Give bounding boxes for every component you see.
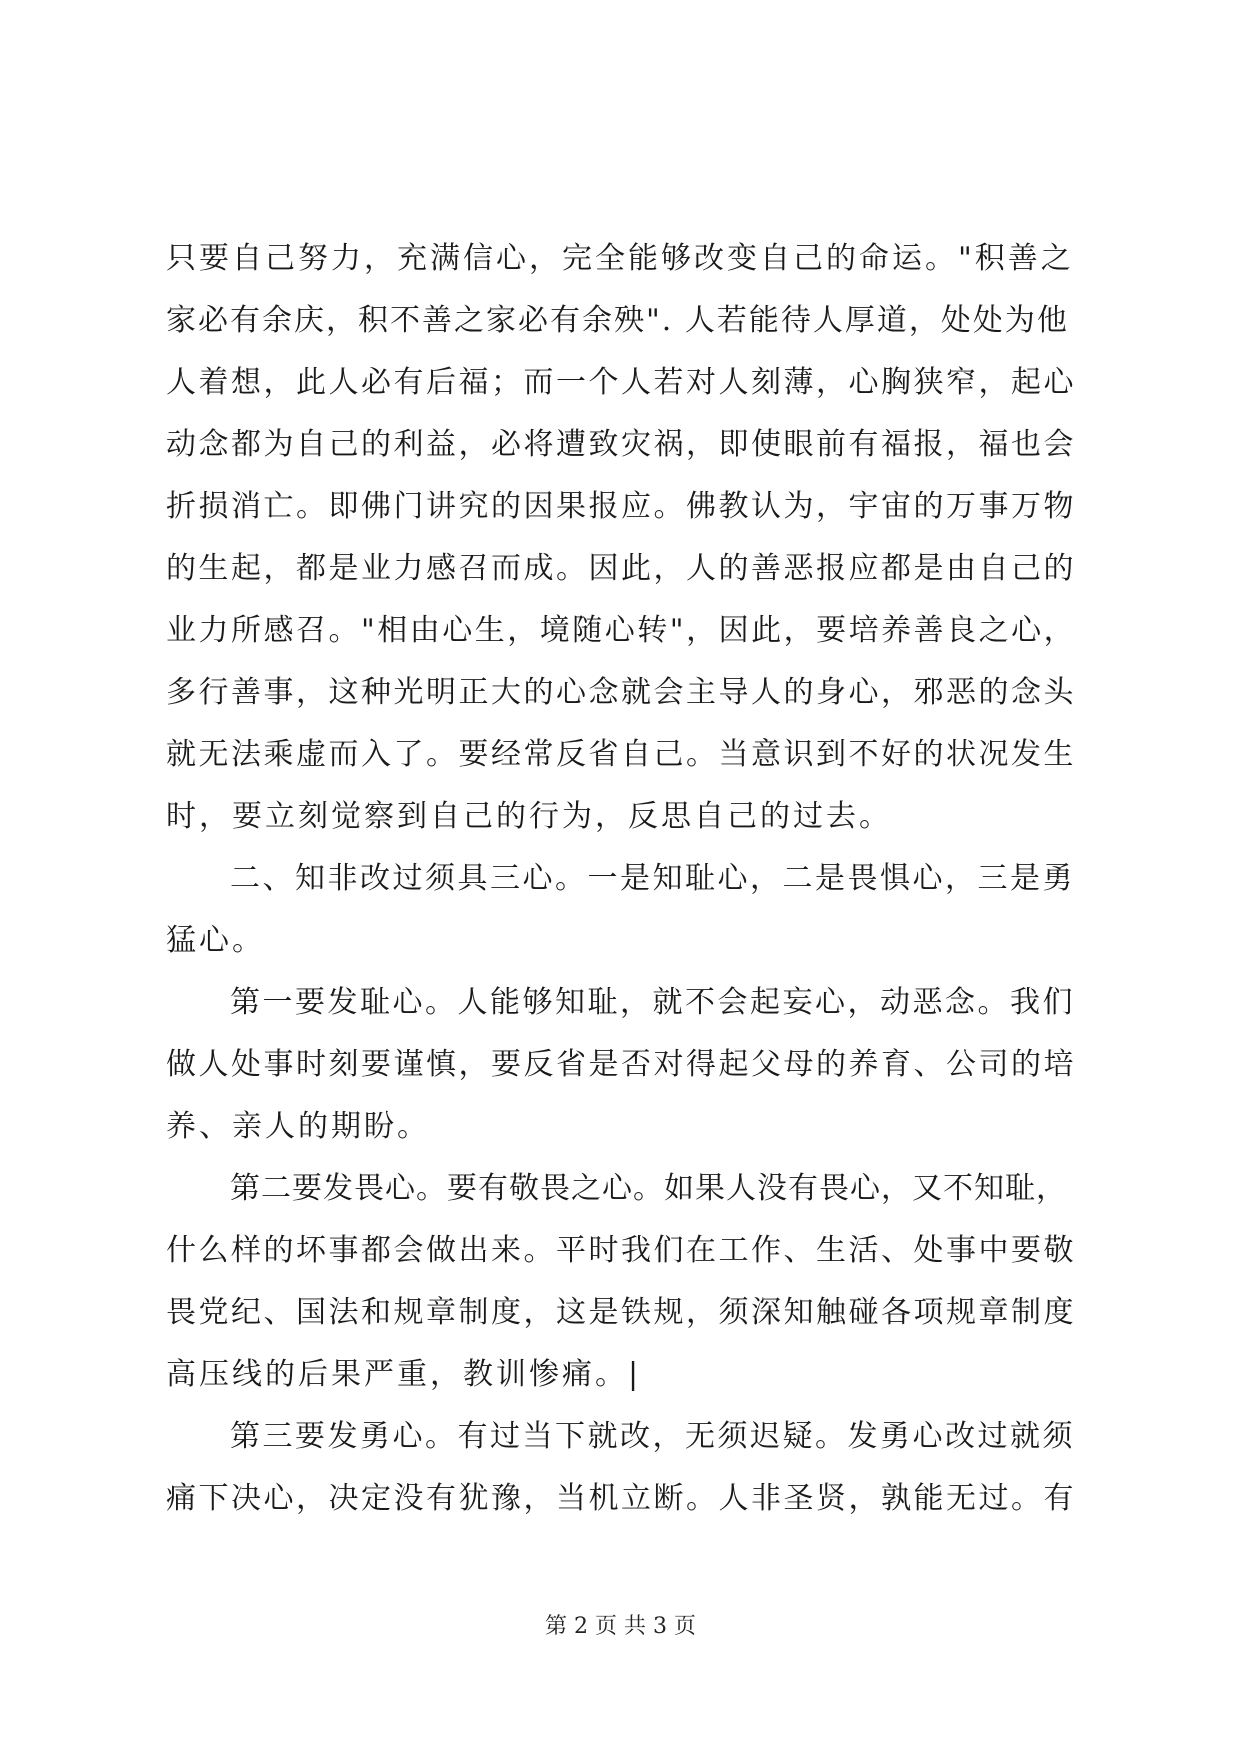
text-line: 猛心。 (166, 923, 265, 958)
text-line: 折损消亡。即佛门讲究的因果报应。佛教认为，宇宙的万事万物 (166, 489, 1076, 524)
text-line: 痛下决心，决定没有犹豫，当机立断。人非圣贤，孰能无过。有 (166, 1481, 1076, 1516)
text-line: 人着想，此人必有后福；而一个人若对人刻薄，心胸狭窄，起心 (166, 365, 1076, 400)
text-line: 就无法乘虚而入了。要经常反省自己。当意识到不好的状况发生 (166, 737, 1076, 772)
text-line: 高压线的后果严重，教训惨痛。| (166, 1357, 642, 1392)
text-line: 做人处事时刻要谨慎，要反省是否对得起父母的养育、公司的培 (166, 1047, 1076, 1082)
body-text (166, 228, 1078, 1530)
text-line: 什么样的坏事都会做出来。平时我们在工作、生活、处事中要敬 (166, 1233, 1076, 1268)
text-line: 的生起，都是业力感召而成。因此，人的善恶报应都是由自己的 (166, 551, 1076, 586)
paragraph-heading: 二、知非改过须具三心。一是知耻心，二是畏惧心，三是勇 (230, 861, 1075, 896)
text-line: 家必有余庆，积不善之家必有余殃". 人若能待人厚道，处处为他 (166, 303, 1069, 338)
text-line: 时，要立刻觉察到自己的行为，反思自己的过去。 (166, 799, 892, 834)
paragraph-first-line: 第三要发勇心。有过当下就改，无须迟疑。发勇心改过就须 (230, 1419, 1075, 1454)
paragraph-first-line: 第一要发耻心。人能够知耻，就不会起妄心，动恶念。我们 (230, 985, 1075, 1020)
page-number-footer: 第 2 页 共 3 页 (545, 1614, 696, 1639)
text-line: 多行善事，这种光明正大的心念就会主导人的身心，邪恶的念头 (166, 675, 1076, 710)
text-line: 业力所感召。"相由心生，境随心转"，因此，要培养善良之心， (166, 613, 1077, 648)
text-line: 只要自己努力，充满信心，完全能够改变自己的命运。"积善之 (166, 241, 1074, 276)
paragraph-first-line: 第二要发畏心。要有敬畏之心。如果人没有畏心，又不知耻， (230, 1171, 1067, 1206)
text-line: 养、亲人的期盼。 (166, 1109, 430, 1144)
text-line: 畏党纪、国法和规章制度，这是铁规，须深知触碰各项规章制度 (166, 1295, 1076, 1330)
text-line: 动念都为自己的利益，必将遭致灾祸，即使眼前有福报，福也会 (166, 427, 1076, 462)
